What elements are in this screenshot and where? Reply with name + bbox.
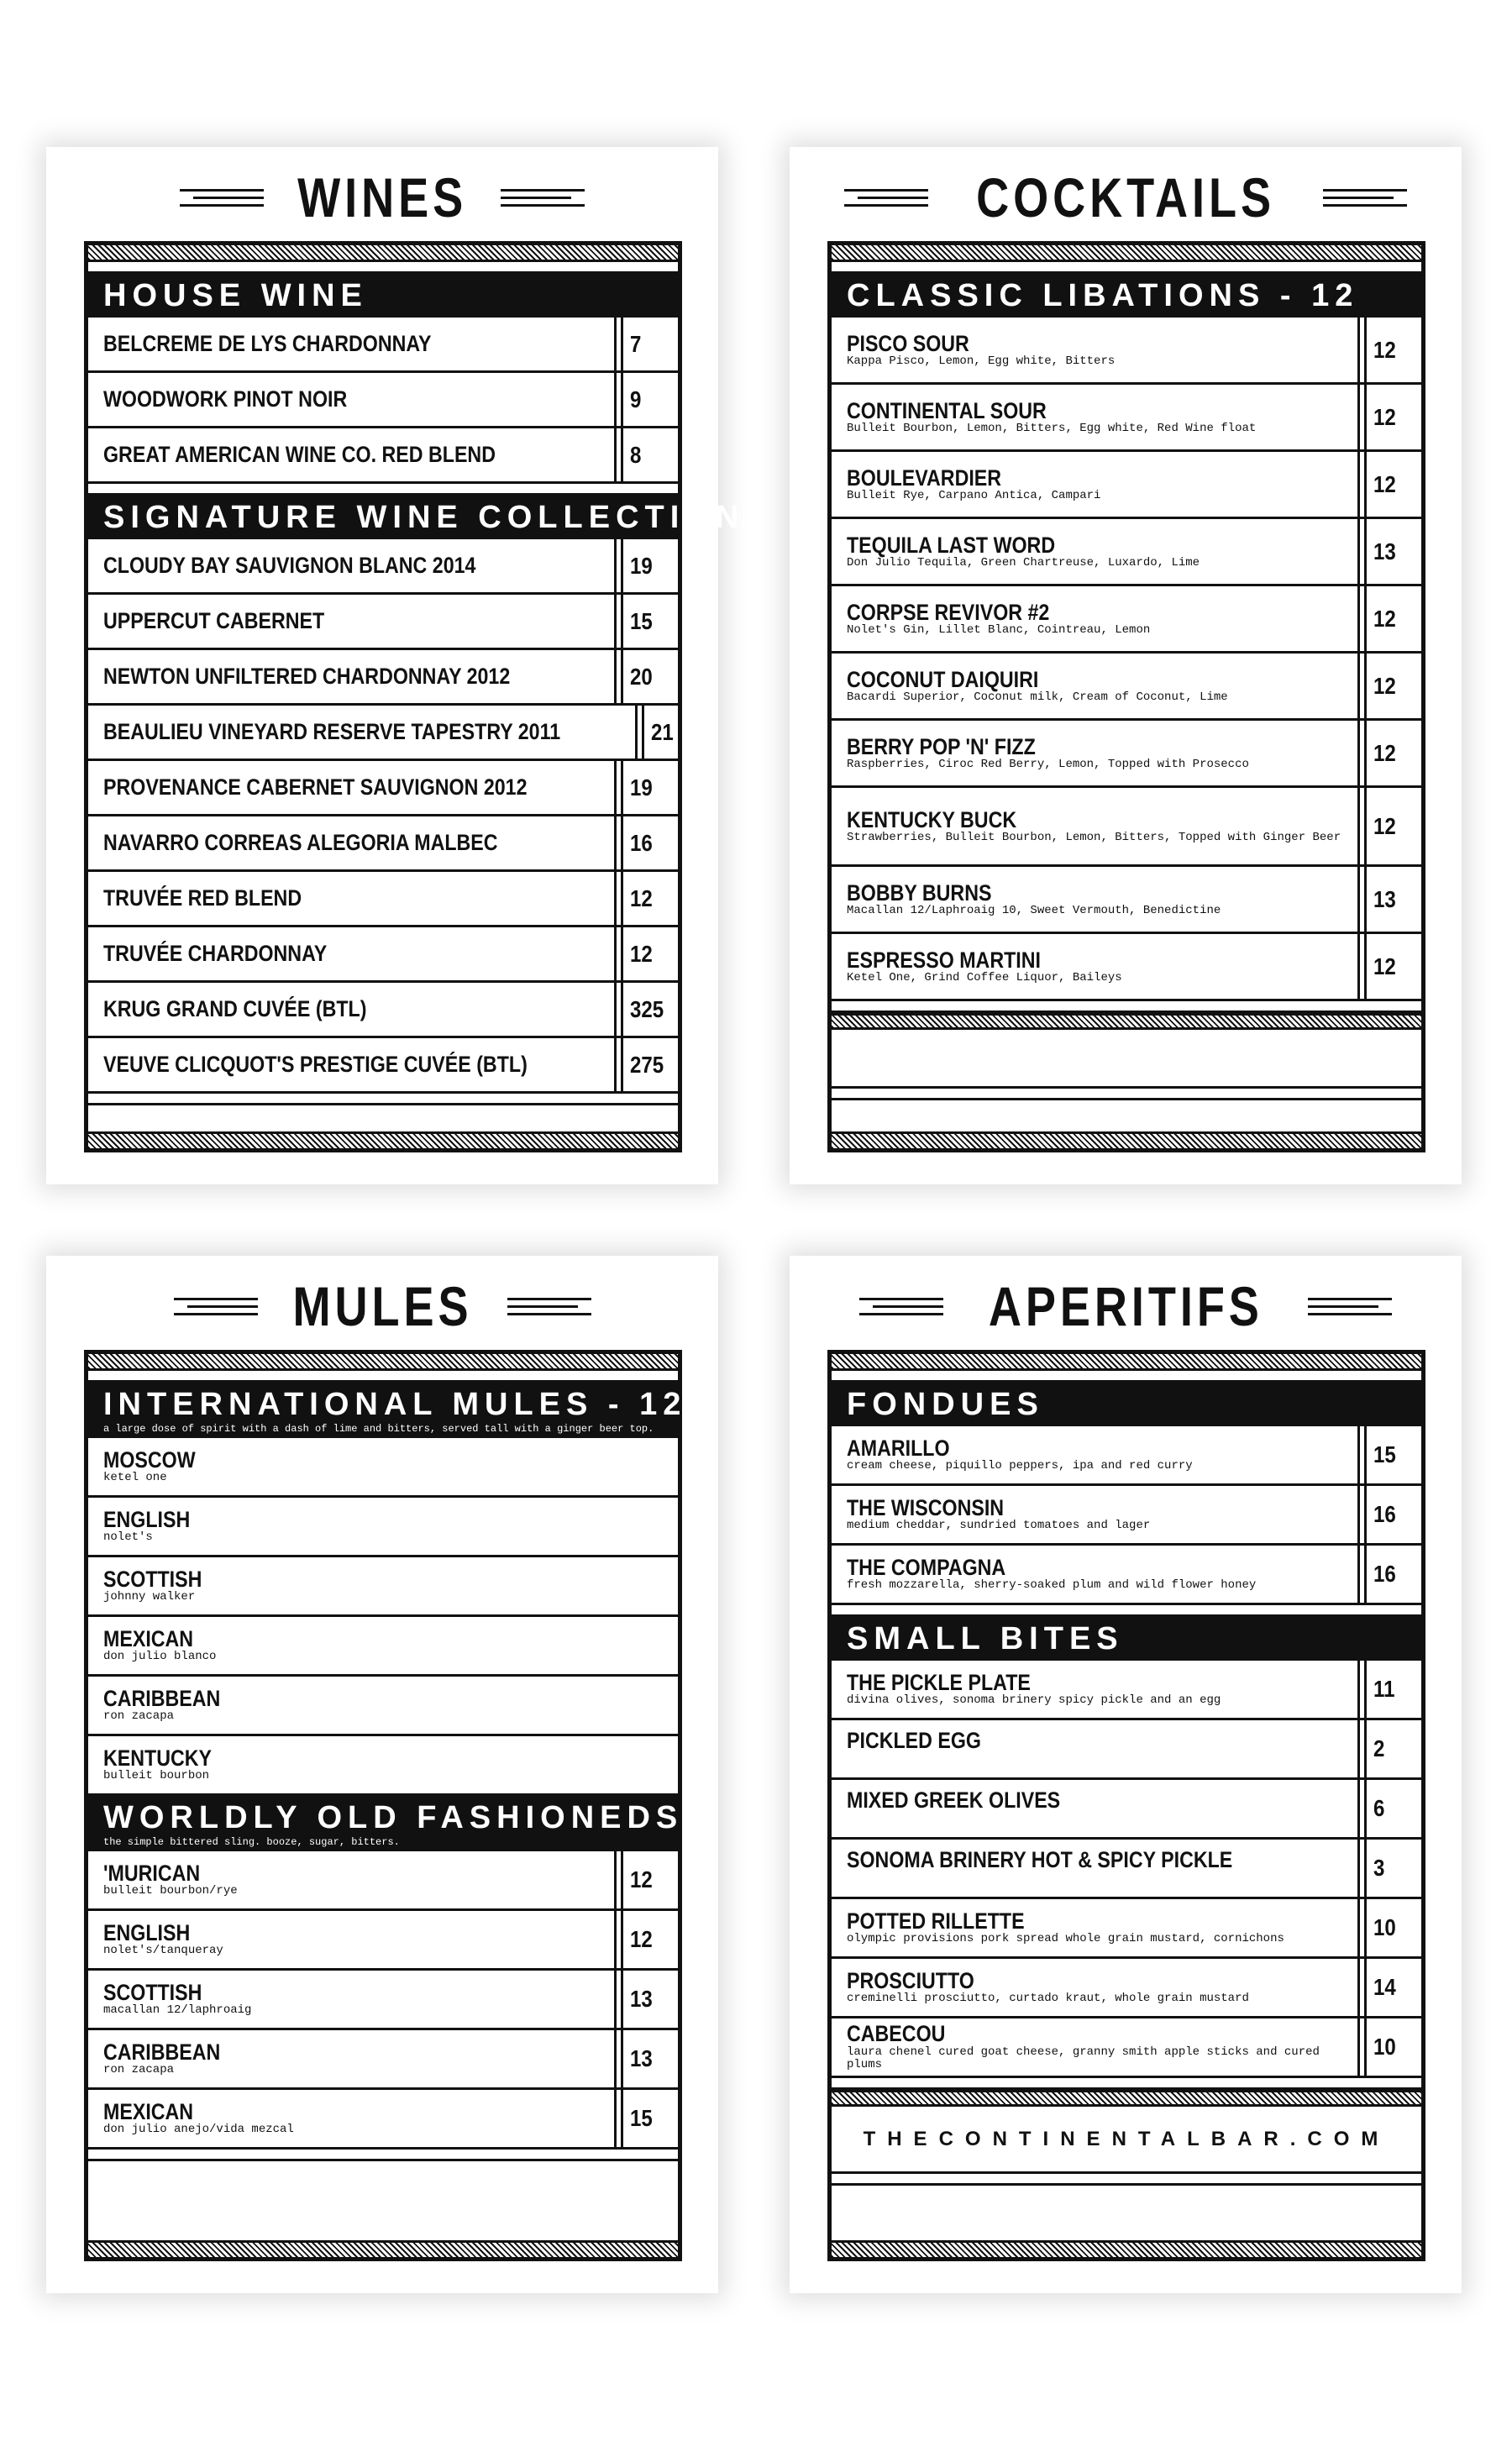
item-description: ron zacapa <box>103 2063 175 2077</box>
menu-item-row <box>88 1498 678 1557</box>
section-subtitle: the simple bittered sling. booze, sugar, bitters. <box>103 1836 400 1848</box>
menu-item-row <box>88 1736 678 1796</box>
item-name: GREAT AMERICAN WINE CO. RED BLEND <box>103 442 496 468</box>
menu-item-row <box>88 816 678 872</box>
item-description: Don Julio Tequila, Green Chartreuse, Luxardo, Lime <box>847 555 1200 570</box>
title-ornament-left <box>180 189 264 207</box>
aperitifs-title: APERITIFS <box>988 1275 1263 1337</box>
item-price: 8 <box>630 441 642 468</box>
aperitifs-title-bar <box>790 1256 1462 1357</box>
item-name: BOULEVARDIER <box>847 465 1002 491</box>
item-description: don julio blanco <box>103 1650 217 1664</box>
item-description: Nolet's Gin, Lillet Blanc, Cointreau, Lemon <box>847 622 1151 637</box>
item-description: ron zacapa <box>103 1709 175 1724</box>
item-price: 11 <box>1373 1676 1395 1702</box>
mules-frame <box>84 1350 687 2261</box>
spacer-row <box>832 262 1421 274</box>
item-name: MEXICAN <box>103 2099 194 2125</box>
item-name: THE COMPAGNA <box>847 1555 1006 1581</box>
website-link[interactable]: THECONTINENTALBAR.COM <box>832 2107 1421 2174</box>
item-name: KRUG GRAND CUVÉE (BTL) <box>103 996 367 1022</box>
item-description: don julio anejo/vida mezcal <box>103 2123 294 2137</box>
hatched-border <box>832 1013 1421 1030</box>
section-heading-signature-wine <box>88 496 745 539</box>
menu-item-row <box>88 373 678 428</box>
section-title: HOUSE WINE <box>103 277 368 313</box>
menu-item-row <box>88 1851 678 1911</box>
item-name: KENTUCKY <box>103 1745 213 1772</box>
item-price: 2 <box>1373 1735 1385 1761</box>
item-price: 15 <box>630 607 653 634</box>
hatched-border <box>88 1131 678 1148</box>
item-description: nolet's <box>103 1530 153 1545</box>
item-name: TRUVÉE RED BLEND <box>103 885 302 911</box>
menu-item-row <box>88 650 678 706</box>
item-name: CARIBBEAN <box>103 1686 221 1712</box>
item-price: 12 <box>1373 953 1396 979</box>
item-name: CARIBBEAN <box>103 2039 221 2066</box>
item-name: CORPSE REVIVOR #2 <box>847 599 1050 625</box>
item-name: MOSCOW <box>103 1447 196 1473</box>
item-description: Macallan 12/Laphroaig 10, Sweet Vermouth, Benedictine <box>847 903 1221 917</box>
item-name: TEQUILA LAST WORD <box>847 532 1056 558</box>
item-name: ENGLISH <box>103 1507 191 1533</box>
item-price: 12 <box>1373 403 1396 430</box>
item-name: BERRY POP 'N' FIZZ <box>847 733 1036 759</box>
item-name: ENGLISH <box>103 1920 191 1946</box>
item-description: johnny walker <box>103 1590 196 1604</box>
hatched-border <box>832 245 1421 262</box>
item-price: 12 <box>630 885 653 911</box>
menu-item-row <box>832 1661 1421 1720</box>
menu-item-row <box>832 788 1421 867</box>
item-price: 13 <box>1373 885 1396 912</box>
title-ornament-right <box>501 189 585 207</box>
section-title: SMALL BITES <box>847 1620 1124 1656</box>
section-heading-classic-libations <box>832 274 1421 318</box>
section-title: WORLDLY OLD FASHIONEDS <box>103 1800 684 1835</box>
item-price: 6 <box>1373 1795 1385 1821</box>
item-name: 'MURICAN <box>103 1861 201 1887</box>
item-name: MEXICAN <box>103 1626 194 1652</box>
item-name: COCONUT DAIQUIRI <box>847 666 1039 692</box>
item-name: BEAULIEU VINEYARD RESERVE TAPESTRY 2011 <box>103 719 561 745</box>
menu-item-row <box>88 539 678 595</box>
menu-item-row <box>832 1840 1421 1899</box>
item-name: POTTED RILLETTE <box>847 1908 1025 1934</box>
item-name: NAVARRO CORREAS ALEGORIA MALBEC <box>103 830 498 856</box>
item-description: ketel one <box>103 1471 167 1485</box>
spacer-row <box>88 262 678 274</box>
section-heading-international-mules <box>88 1383 687 1438</box>
menu-item-row <box>88 1557 678 1617</box>
item-price: 275 <box>630 1051 664 1078</box>
mules-menu-card <box>46 1256 718 2293</box>
item-price: 19 <box>630 774 653 801</box>
menu-item-row <box>88 1438 678 1498</box>
cocktails-title-bar <box>790 147 1462 248</box>
item-description: fresh mozzarella, sherry-soaked plum and wild flower honey <box>847 1578 1257 1593</box>
menu-item-row <box>88 428 678 484</box>
mules-title: MULES <box>291 1275 473 1337</box>
menu-item-row <box>88 1677 678 1736</box>
spacer-row <box>832 2174 1421 2186</box>
item-price: 16 <box>1373 1501 1396 1527</box>
wines-menu-card <box>46 147 745 1184</box>
item-name: AMARILLO <box>847 1436 950 1462</box>
menu-item-row <box>88 1617 678 1677</box>
item-name: KENTUCKY BUCK <box>847 806 1017 832</box>
menu-item-row <box>88 872 678 927</box>
item-name: PISCO SOUR <box>847 330 969 356</box>
menu-item-row <box>832 385 1421 452</box>
item-description: macallan 12/laphroaig <box>103 2003 252 2018</box>
item-name: PROSCIUTTO <box>847 1968 974 1994</box>
hatched-border <box>88 245 678 262</box>
item-description: creminelli prosciutto, curtado kraut, whole grain mustard <box>847 1992 1249 2006</box>
spacer-row <box>832 1371 1421 1383</box>
item-description: Bulleit Bourbon, Lemon, Bitters, Egg white, Red Wine float <box>847 421 1257 435</box>
item-description: divina olives, sonoma brinery spicy pickle and an egg <box>847 1693 1221 1708</box>
item-price: 12 <box>630 1926 653 1952</box>
hatched-border <box>88 2240 678 2257</box>
title-ornament-right <box>1323 189 1407 207</box>
menu-item-row <box>832 721 1421 788</box>
item-price: 12 <box>1373 672 1396 699</box>
item-name: CABECOU <box>847 2021 946 2047</box>
hatched-border <box>832 1131 1421 1148</box>
item-name: THE PICKLE PLATE <box>847 1670 1031 1696</box>
title-ornament-left <box>859 1298 943 1315</box>
wines-title-bar <box>46 147 718 248</box>
item-name: TRUVÉE CHARDONNAY <box>103 941 328 967</box>
item-price: 13 <box>1373 538 1396 564</box>
item-description: cream cheese, piquillo peppers, ipa and red curry <box>847 1459 1193 1473</box>
spacer-row <box>832 1605 1421 1617</box>
section-title: SIGNATURE WINE COLLECTION <box>103 499 745 535</box>
menu-item-row <box>832 1426 1421 1486</box>
section-title: FONDUES <box>847 1386 1044 1422</box>
section-title: INTERNATIONAL MULES - 12 <box>103 1387 687 1422</box>
item-description: nolet's/tanqueray <box>103 1944 223 1958</box>
menu-item-row <box>832 654 1421 721</box>
item-price: 12 <box>630 1866 653 1892</box>
item-price: 12 <box>630 940 653 967</box>
item-price: 19 <box>630 552 653 579</box>
menu-item-row <box>88 983 678 1038</box>
menu-item-row <box>88 595 678 650</box>
hatched-border <box>832 2090 1421 2107</box>
spacer-row <box>88 1371 678 1383</box>
aperitifs-menu-card <box>790 1256 1462 2293</box>
cocktails-title: COCKTAILS <box>976 166 1275 228</box>
hatched-border <box>832 2240 1421 2257</box>
item-name: NEWTON UNFILTERED CHARDONNAY 2012 <box>103 664 511 690</box>
menu-item-row <box>88 1038 678 1094</box>
item-price: 12 <box>1373 605 1396 632</box>
menu-item-row <box>832 452 1421 519</box>
item-price: 15 <box>630 2105 653 2131</box>
menu-item-row <box>88 1971 678 2030</box>
menu-item-row <box>88 318 678 373</box>
item-price: 12 <box>1373 470 1396 497</box>
menu-item-row <box>88 927 678 983</box>
item-name: SCOTTISH <box>103 1980 202 2006</box>
menu-item-row <box>832 2018 1421 2078</box>
item-price: 10 <box>1373 2034 1396 2060</box>
spacer-row <box>88 2150 678 2161</box>
item-name: THE WISCONSIN <box>847 1495 1005 1521</box>
title-ornament-right <box>1308 1298 1392 1315</box>
item-name: VEUVE CLICQUOT'S PRESTIGE CUVÉE (BTL) <box>103 1052 528 1078</box>
item-description: bulleit bourbon/rye <box>103 1884 238 1898</box>
item-name: BOBBY BURNS <box>847 879 992 906</box>
menu-item-row <box>832 934 1421 1001</box>
spacer-row <box>832 1089 1421 1100</box>
title-ornament-left <box>174 1298 258 1315</box>
menu-item-row <box>88 2030 678 2090</box>
cocktails-menu-card <box>790 147 1462 1184</box>
item-price: 20 <box>630 663 653 690</box>
menu-item-row <box>88 1911 678 1971</box>
spacer-row <box>832 2078 1421 2090</box>
item-price: 9 <box>630 386 642 412</box>
spacer-row <box>832 1001 1421 1013</box>
item-name: WOODWORK PINOT NOIR <box>103 386 348 412</box>
empty-row <box>832 1030 1421 1089</box>
item-description: Ketel One, Grind Coffee Liquor, Baileys <box>847 970 1122 984</box>
menu-item-row <box>832 1546 1421 1605</box>
item-name: ESPRESSO MARTINI <box>847 947 1041 973</box>
item-description: laura chenel cured goat cheese, granny smith apple sticks and cured plums <box>847 2045 1320 2072</box>
menu-item-row <box>832 586 1421 654</box>
menu-item-row <box>88 2090 678 2150</box>
item-price: 12 <box>1373 739 1396 766</box>
item-name: PROVENANCE CABERNET SAUVIGNON 2012 <box>103 774 528 801</box>
item-price: 12 <box>1373 336 1396 363</box>
item-price: 15 <box>1373 1441 1396 1467</box>
title-ornament-left <box>844 189 928 207</box>
menu-item-row <box>832 519 1421 586</box>
item-price: 13 <box>630 2045 653 2071</box>
item-name: MIXED GREEK OLIVES <box>847 1787 1061 1813</box>
section-heading-fondues <box>832 1383 1421 1426</box>
hatched-border <box>88 1354 678 1371</box>
section-heading-worldly-old-fashioneds <box>88 1796 684 1851</box>
menu-item-row <box>832 318 1421 385</box>
item-name: CLOUDY BAY SAUVIGNON BLANC 2014 <box>103 553 476 579</box>
item-description: Bulleit Rye, Carpano Antica, Campari <box>847 488 1101 502</box>
section-title: CLASSIC LIBATIONS - 12 <box>847 277 1359 313</box>
item-price: 16 <box>1373 1561 1396 1587</box>
menu-item-row <box>88 761 678 816</box>
item-description: Bacardi Superior, Coconut milk, Cream of Coconut, Lime <box>847 690 1228 704</box>
spacer-row <box>88 484 678 496</box>
spacer-row <box>88 1094 678 1105</box>
wines-frame <box>84 241 745 1152</box>
menu-item-row <box>832 1899 1421 1959</box>
item-price: 16 <box>630 829 653 856</box>
item-price: 12 <box>1373 812 1396 839</box>
item-price: 10 <box>1373 1914 1396 1940</box>
item-price: 325 <box>630 995 664 1022</box>
item-name: UPPERCUT CABERNET <box>103 608 325 634</box>
section-heading-small-bites <box>832 1617 1421 1661</box>
item-name: BELCREME DE LYS CHARDONNAY <box>103 331 432 357</box>
item-name: PICKLED EGG <box>847 1728 981 1753</box>
item-description: Raspberries, Ciroc Red Berry, Lemon, Topped with Prosecco <box>847 757 1249 771</box>
item-price: 7 <box>630 330 642 357</box>
item-price: 21 <box>650 718 674 745</box>
menu-item-row <box>88 706 678 761</box>
hatched-border <box>832 1354 1421 1371</box>
item-name: CONTINENTAL SOUR <box>847 397 1047 423</box>
item-price: 13 <box>630 1986 653 2012</box>
aperitifs-frame <box>827 1350 1425 2261</box>
item-price: 14 <box>1373 1974 1396 2000</box>
title-ornament-right <box>507 1298 591 1315</box>
item-description: Kappa Pisco, Lemon, Egg white, Bitters <box>847 354 1116 368</box>
menu-item-row <box>832 1959 1421 2018</box>
menu-item-row <box>832 1720 1421 1780</box>
item-price: 3 <box>1373 1855 1385 1881</box>
item-name: SONOMA BRINERY HOT & SPICY PICKLE <box>847 1847 1233 1872</box>
menu-item-row <box>832 867 1421 934</box>
item-description: medium cheddar, sundried tomatoes and lager <box>847 1519 1151 1533</box>
cocktails-frame <box>827 241 1425 1152</box>
wines-title: WINES <box>297 166 468 228</box>
section-subtitle: a large dose of spirit with a dash of lime and bitters, served tall with a ginger beer top. <box>103 1423 654 1435</box>
section-heading-house-wine <box>88 274 678 318</box>
item-description: Strawberries, Bulleit Bourbon, Lemon, Bitters, Topped with Ginger Beer <box>847 830 1341 844</box>
menu-item-row <box>832 1486 1421 1546</box>
item-description: olympic provisions pork spread whole grain mustard, cornichons <box>847 1932 1284 1946</box>
item-name: SCOTTISH <box>103 1567 202 1593</box>
item-description: bulleit bourbon <box>103 1769 210 1783</box>
menu-item-row <box>832 1780 1421 1840</box>
mules-title-bar <box>46 1256 718 1357</box>
